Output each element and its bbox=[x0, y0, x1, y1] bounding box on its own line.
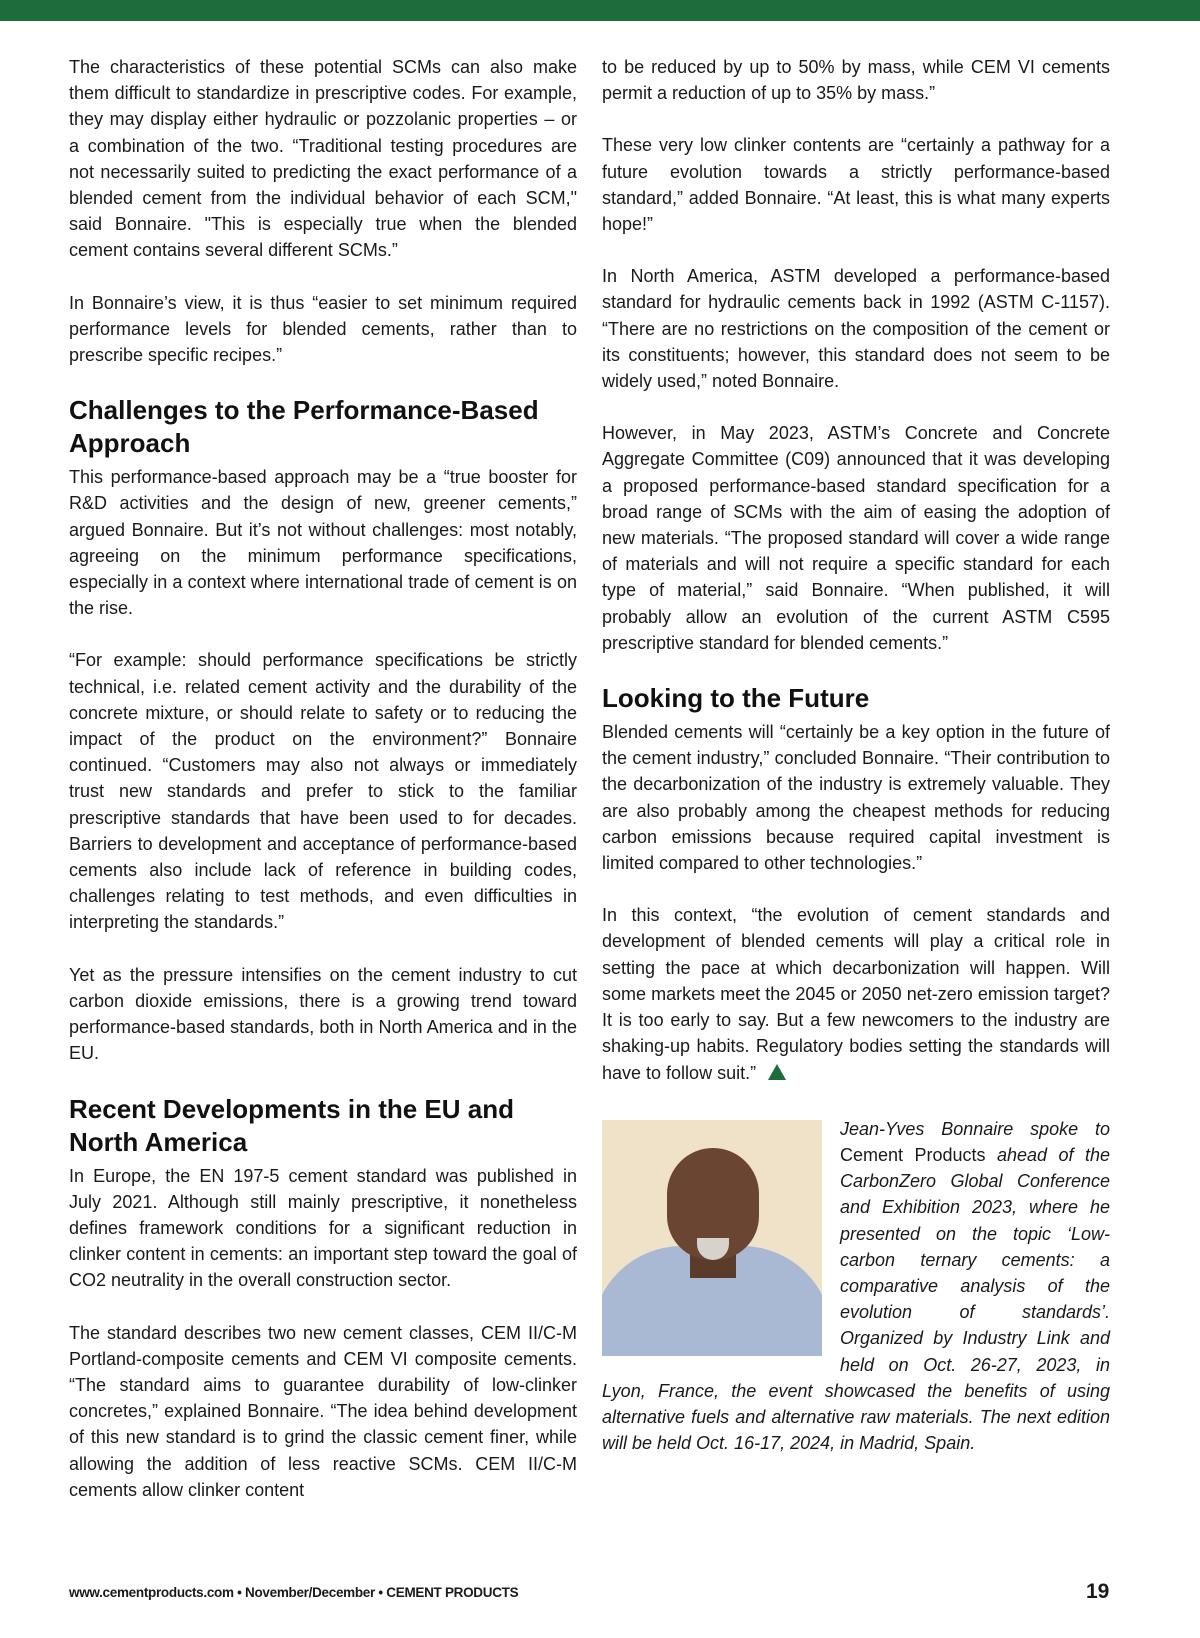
top-color-bar bbox=[0, 0, 1200, 21]
photo-caption-block bbox=[602, 1116, 1110, 1457]
section-heading: Looking to the Future bbox=[602, 683, 870, 714]
section-heading: Recent Developments in the EU and North America bbox=[69, 1093, 514, 1157]
paragraph: These very low clinker contents are “certainly a pathway for a future evolution towards a strictly performance-based standard,” added Bonnaire. “At least, this is what many experts hope!” bbox=[602, 135, 1110, 235]
paragraph: Blended cements will “certainly be a key option in the future of the cement industry,” concluded Bonnaire. “Their contribution to the decarbonization of the industry is extremely valuable. They are also probably among the cheapest methods for reducing carbon emissions because required capital investment is limited compared to other technologies.” bbox=[602, 722, 1110, 874]
footer-text: www.cementproducts.com • November/December • CEMENT PRODUCTS bbox=[69, 1585, 519, 1600]
paragraph: The characteristics of these potential SCMs can also make them difficult to standardize in prescriptive codes. For example, they may display either hydraulic or pozzolanic properties – or a combination of the two. “Traditional testing procedures are not necessarily suited to predicting the exact performance of a blended cement from the individual behavior of each SCM," said Bonnaire. "This is especially true when the blended cement contains several different SCMs.” bbox=[69, 57, 577, 261]
paragraph: In Europe, the EN 197-5 cement standard was published in July 2021. Although still mainly prescriptive, it nonetheless defines framework conditions for a significant reduction in clinker content in cements: an important step toward the goal of CO2 neutrality in the overall construction sector. bbox=[69, 1165, 577, 1291]
portrait-photo bbox=[602, 1120, 822, 1356]
left-column bbox=[69, 54, 577, 1529]
section-heading: Challenges to the Performance-Based Approach bbox=[69, 395, 539, 459]
end-of-article-triangle-icon bbox=[768, 1064, 786, 1080]
caption-text: Jean-Yves Bonnaire spoke to bbox=[840, 1118, 1110, 1139]
page-number: 19 bbox=[1086, 1580, 1110, 1603]
paragraph: The standard describes two new cement classes, CEM II/C-M Portland-composite cements and CEM VI composite cements. “The standard aims to guarantee durability of low-clinker concretes,” explained Bonnaire. “The idea behind development of this new standard is to grind the classic cement finer, while allowing the addition of less reactive SCMs. CEM II/C-M cements allow clinker content bbox=[69, 1322, 577, 1500]
paragraph: “For example: should performance specifications be strictly technical, i.e. related cement activity and the durability of the concrete mixture, or should relate to safety or to reducing the impact of the product on the environment?” Bonnaire continued. “Customers may also not always or immediately trust new standards and prefer to stick to the familiar prescriptive standards that have been used to for decades. Barriers to development and acceptance of performance-based cements also include lack of reference in building codes, challenges relating to test methods, and even difficulties in interpreting the standards.” bbox=[69, 650, 577, 933]
paragraph bbox=[602, 902, 1110, 1085]
paragraph: In North America, ASTM developed a performance-based standard for hydraulic cements back in 1992 (ASTM C-1157). “There are no restrictions on the composition of the cement or its constituents; however, this standard does not seem to be widely used,” noted Bonnaire. bbox=[602, 266, 1110, 392]
caption-text: ahead of the CarbonZero Global Conference and Exhibition 2023, where he presented on the topic ‘Low-carbon ternary cements: a comparative analysis of the evolution of standards’. Organized by Industry Link and held on Oct. 26-27, 2023, in Lyon, France, the event showcased the benefits of using alternative fuels and alternative raw materials. The next edition will be held Oct. 16-17, 2024, in Madrid, Spain. bbox=[602, 1144, 1111, 1454]
paragraph-text: In this context, “the evolution of cement standards and development of blended cements will play a critical role in setting the pace at which decarbonization will happen. Will some markets meet the 2045 or 2050 net-zero emission target? It is too early to say. But a few newcomers to the industry are shaking-up habits. Regulatory bodies setting the standards will have to follow suit.” bbox=[602, 905, 1110, 1083]
paragraph: This performance-based approach may be a “true booster for R&D activities and the design of new, greener cements,” argued Bonnaire. But it’s not without challenges: most notably, agreeing on the minimum performance specifications, especially in a context where international trade of cement is on the rise. bbox=[69, 467, 577, 619]
paragraph: However, in May 2023, ASTM’s Concrete and Concrete Aggregate Committee (C09) announced that it was developing a proposed performance-based standard specification for a broad range of SCMs with the aim of easing the adoption of new materials. “The proposed standard will cover a wide range of materials and will not require a specific standard for each type of material,” said Bonnaire. “When published, it will probably allow an evolution of the current ASTM C595 prescriptive standard for blended cements.” bbox=[602, 423, 1110, 653]
caption-publication: Cement Products bbox=[840, 1144, 986, 1165]
paragraph: to be reduced by up to 50% by mass, while CEM VI cements permit a reduction of up to 35% by mass.” bbox=[602, 57, 1110, 104]
paragraph: In Bonnaire’s view, it is thus “easier to set minimum required performance levels for blended cements, rather than to prescribe specific recipes.” bbox=[69, 292, 577, 366]
paragraph: Yet as the pressure intensifies on the cement industry to cut carbon dioxide emissions, there is a growing trend toward performance-based standards, both in North America and in the EU. bbox=[69, 964, 577, 1064]
right-column bbox=[602, 54, 1110, 1456]
